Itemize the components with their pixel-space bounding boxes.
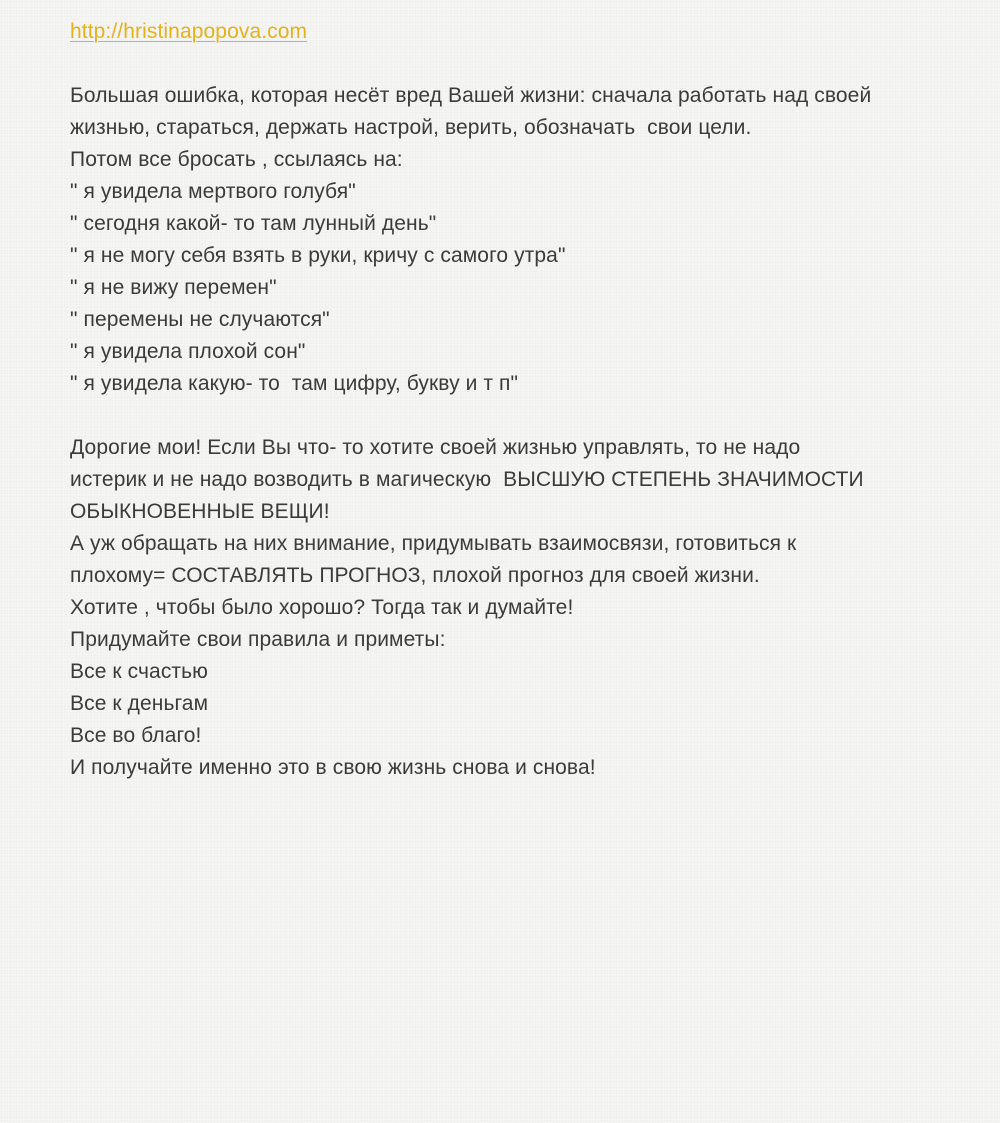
quote-line: " перемены не случаются"	[70, 308, 330, 331]
quote-line: " я увидела какую- то там цифру, букву и т п"	[70, 372, 519, 395]
note-line: плохому= СОСТАВЛЯТЬ ПРОГНОЗ, плохой прогноз для своей жизни.	[70, 564, 760, 587]
note-line: истерик и не надо возводить в магическую ВЫСШУЮ СТЕПЕНЬ ЗНАЧИМОСТИ	[70, 468, 864, 491]
note-line: Хотите , чтобы было хорошо? Тогда так и думайте!	[70, 596, 574, 619]
website-link[interactable]: http://hristinapopova.com	[70, 20, 308, 43]
quote-line: " я не могу себя взять в руки, кричу с самого утра"	[70, 244, 566, 267]
quote-line: " я увидела плохой сон"	[70, 340, 306, 363]
note-line-link	[70, 16, 950, 48]
note-line: Дорогие мои! Если Вы что- то хотите своей жизнью управлять, то не надо	[70, 436, 801, 459]
list-line: Все во благо!	[70, 724, 202, 747]
quote-line: " сегодня какой- то там лунный день"	[70, 212, 437, 235]
quote-line: " я не вижу перемен"	[70, 276, 277, 299]
paragraph-warning	[70, 80, 950, 400]
blank-line	[70, 400, 950, 432]
list-line: Все к счастью	[70, 660, 209, 683]
note-line: Потом все бросать , ссылаясь на:	[70, 148, 403, 171]
note-line: жизнью, стараться, держать настрой, верить, обозначать свои цели.	[70, 116, 752, 139]
note-line: И получайте именно это в свою жизнь снова и снова!	[70, 756, 596, 779]
note-line: ОБЫКНОВЕННЫЕ ВЕЩИ!	[70, 500, 330, 523]
blank-line	[70, 48, 950, 80]
note-body	[70, 16, 950, 784]
note-line: Придумайте свои правила и приметы:	[70, 628, 446, 651]
note-line: Большая ошибка, которая несёт вред Вашей жизни: сначала работать над своей	[70, 84, 872, 107]
quote-line: " я увидела мертвого голубя"	[70, 180, 356, 203]
note-line: А уж обращать на них внимание, придумывать взаимосвязи, готовиться к	[70, 532, 797, 555]
list-line: Все к деньгам	[70, 692, 209, 715]
paragraph-advice	[70, 432, 950, 784]
